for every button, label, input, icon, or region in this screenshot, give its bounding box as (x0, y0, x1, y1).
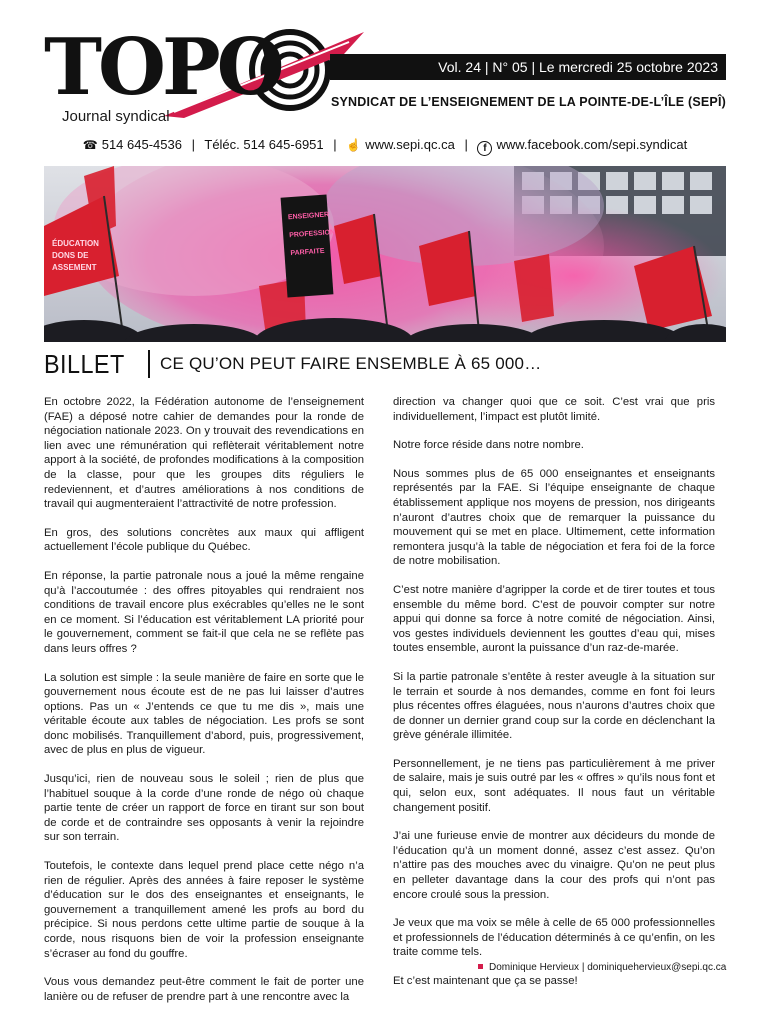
article-paragraph: Je veux que ma voix se mêle à celle de 65 000 professionnelles et professionnels de l’éducation déterminés à ce qu’enfin, on les traite comme tels. (393, 917, 715, 959)
facebook-contact[interactable] (477, 137, 687, 152)
article-title: CE QU’ON PEUT FAIRE ENSEMBLE À 65 000… (160, 354, 542, 373)
article-paragraph: Et c’est maintenant que ça se passe! (393, 975, 578, 987)
article-paragraph: Si la partie patronale s’entête à rester aveugle à la situation sur le terrain et sourde à nos demandes, comme en font foi leurs plus récentes offres élaguées, nous n’aurons d’autres choix que de donner un dernier grand coup sur la corde en déclenchant la grève générale illimitée. (393, 670, 715, 742)
article-paragraph: En réponse, la partie patronale nous a joué la même rengaine qu’à l’accoutumée : des offres pitoyables qui rendraient nos conditions de travail encore plus exécrables qu’elles ne le sont en ce moment. Si l’éducation est véritablement LA priorité pour le gouvernement, comment se fait-il que cela ne se reflète pas dans leurs offres ? (44, 569, 364, 655)
facebook-icon: f (477, 141, 492, 156)
pointer-icon: ☝ (346, 138, 362, 152)
article-paragraph: J’ai une furieuse envie de montrer aux décideurs du monde de l’éducation qu’à un moment donné, assez c’est assez. Qu’on n’attire pas des mouches avec du vinaigre. Qu’on ne peut plus en pelleter davantage dans la cour des profs qui n’ont pas encore croulé sous la pression. (393, 830, 715, 901)
article-paragraph: En octobre 2022, la Fédération autonome de l’enseignement (FAE) a déposé notre cahier de demandes pour la ronde de négociation nationale 2023. On y trouvait des revendications en lien avec une rémunération qui reflèterait véritablement notre apport à la société, de profondes modifications à la composition de la classe, pour que les groupes dits réguliers le redeviennent, et d’autres améliorations à nos conditions de travail qui augmenteraient l’attractivité de notre profession. (44, 396, 364, 511)
article-right-column (393, 395, 715, 1003)
article-paragraph: Nous sommes plus de 65 000 enseignantes et enseignants représentés par la FAE. Si l’équipe enseignante de chaque établissement applique nos moyens de pression, nos dirigeants n’auront d’autres choix que de remarquer la puissance du mouvement qui se met en place. Ultimement, cette information remontera jusqu’à la table de négociation et fera foi de la force de notre mobilisation. (393, 467, 715, 568)
masthead (0, 0, 770, 162)
svg-text:PROFESSION: PROFESSION (288, 229, 336, 240)
phone-number: 514 645-4536 (101, 137, 182, 152)
fax-number: Téléc. 514 645-6951 (204, 137, 324, 152)
article-paragraph: Notre force réside dans notre nombre. (393, 439, 584, 452)
separator: | (333, 137, 337, 152)
union-name: SYNDICAT DE L’ENSEIGNEMENT DE LA POINTE-DE-L’ÎLE (SEPÎ) (330, 95, 726, 109)
logo-subtitle: Journal syndical (62, 108, 170, 125)
article-paragraph: Vous vous demandez peut-être comment le fait de porter une lanière ou de refuser de prendre part à une rencontre avec la (44, 976, 364, 1003)
article-heading (44, 348, 726, 382)
article-paragraph: Personnellement, je ne tiens pas particulièrement à me priver de salaire, mais je suis outré par les « offres » qu’ils nous font et qui, selon eux, sont adéquates. Il nous faut un véritable changement positif. (393, 757, 715, 814)
phone-contact (83, 137, 186, 152)
article-paragraph: Toutefois, le contexte dans lequel prend place cette négo n’a rien de régulier. Après des années à faire reposer le système d’éducation sur le dos des enseignantes et enseignants, le gouvernement a tranquillement amené les profs au bord du précipice. Si nous perdons cette ultime partie de souque à la corde, nous risquons bien de voir la profession enseignante s’écraser au fond du gouffre. (44, 860, 364, 960)
article-paragraph: En gros, des solutions concrètes aux maux qui affligent actuellement l’école publique du Québec. (44, 526, 364, 554)
website-link[interactable]: www.sepi.qc.ca (365, 137, 455, 152)
author-signature-text: Dominique Hervieux | dominiquehervieux@sepi.qc.ca (489, 962, 727, 973)
svg-text:ENSEIGNER: ENSEIGNER (287, 211, 330, 222)
issue-info-bar: Vol. 24 | N° 05 | Le mercredi 25 octobre 2023 (330, 54, 726, 80)
square-bullet-icon (478, 964, 483, 969)
separator: | (464, 137, 468, 152)
article-paragraph: La solution est simple : la seule manière de faire en sorte que le gouvernement nous écoute est de ne pas lui laisser d’autres options. Pas un « J’entends ce que tu me dis », mais une véritable écoute aux tables de négociation. Les profs se sont donc mobilisés. Tranquillement d’abord, puis, progressivement, avec de plus en plus de vigueur. (44, 671, 364, 757)
billet-kicker: BILLET (44, 349, 125, 379)
svg-text:ASSEMENT: ASSEMENT (52, 263, 97, 272)
website-contact[interactable] (346, 137, 458, 152)
svg-text:PARFAITE: PARFAITE (290, 247, 325, 258)
article-paragraph: direction va changer quoi que ce soit. C’est vrai que pris individuellement, l’impact est plutôt limité. (393, 396, 715, 423)
heading-divider (148, 350, 150, 378)
article-paragraph: Jusqu’ici, rien de nouveau sous le soleil ; rien de plus que l’habituel souque à la corde d’une ronde de négo où chaque partie tente de créer un rapport de force en tirant sur son bout de corde et de contraindre ses opposants à venir la rejoindre sur son terrain. (44, 773, 364, 844)
svg-text:ÉDUCATION: ÉDUCATION (52, 239, 99, 248)
contact-line (0, 137, 770, 156)
phone-icon: ☎ (82, 138, 98, 152)
separator: | (191, 137, 195, 152)
author-signature (478, 962, 726, 973)
article-paragraph: C’est notre manière d’agripper la corde et de tirer toutes et tous ensemble du même bord. C’est de pouvoir compter sur notre appui qui donne sa force à notre comité de négociation. Ainsi, vos gestes individuels deviennent les gouttes d’eau qui, mises toutes ensemble, auront la puissance d’un raz-de-marée. (393, 583, 715, 655)
svg-text:DONS DE: DONS DE (52, 251, 89, 260)
logo-wordmark: TOPO (44, 22, 281, 113)
facebook-link[interactable]: www.facebook.com/sepi.syndicat (496, 137, 688, 152)
article-left-column (44, 395, 364, 1018)
protest-photo (44, 166, 726, 342)
topo-logo (44, 22, 364, 130)
protest-photo-illustration (44, 166, 726, 342)
